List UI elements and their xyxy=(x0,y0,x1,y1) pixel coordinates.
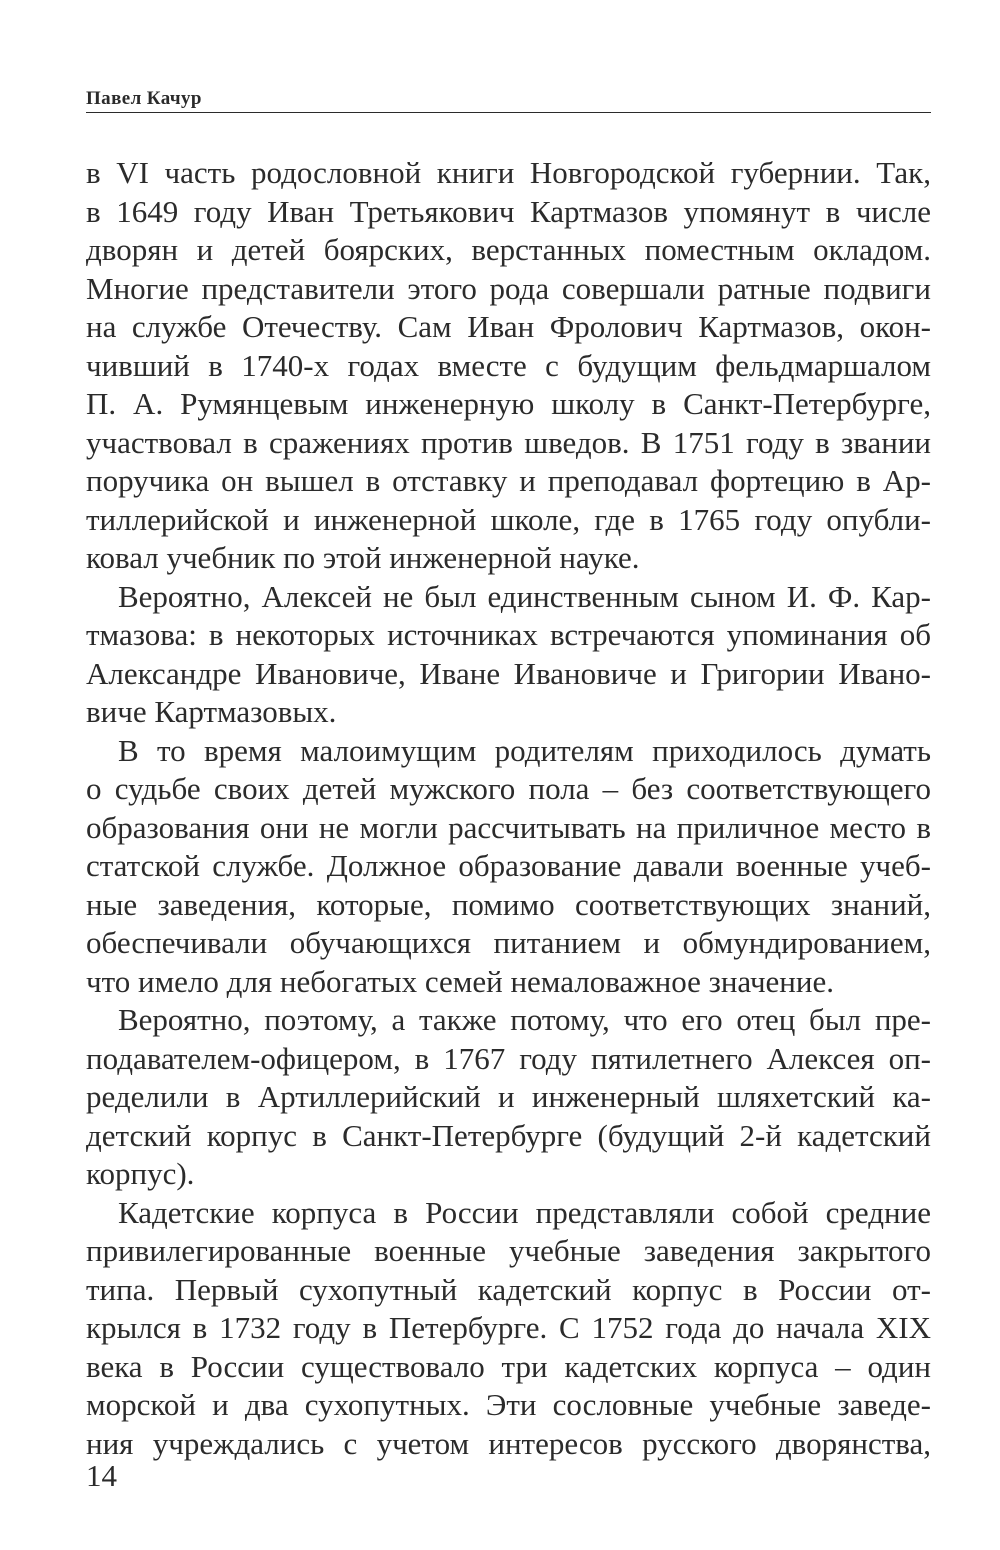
text-line: чивший в 1740-х годах вместе с будущим фельдмаршалом xyxy=(86,347,931,383)
text-line: привилегированные военные учебные заведения закрытого xyxy=(86,1233,931,1268)
text-line: в 1649 году Иван Третьякович Картмазов упомянут в числе xyxy=(86,193,931,229)
paragraph xyxy=(86,732,931,1002)
text-line: поручика он вышел в отставку и преподавал фортецию в Ар- xyxy=(86,463,931,498)
text-line: корпус). xyxy=(86,1156,195,1191)
header-rule xyxy=(86,112,931,113)
text-line: Кадетские корпуса в России представляли собой средние xyxy=(118,1194,931,1230)
text-line: подавателем-офицером, в 1767 году пятилетнего Алексея оп- xyxy=(86,1040,931,1076)
text-line: детский корпус в Санкт-Петербурге (будущий 2-й кадетский xyxy=(86,1117,931,1153)
text-line: тмазова: в некоторых источниках встречаются упоминания об xyxy=(86,617,931,652)
text-line: обеспечивали обучающихся питанием и обмундированием, xyxy=(86,925,931,960)
text-line: морской и два сухопутных. Эти сословные учебные заведе- xyxy=(86,1387,931,1422)
text-line: крылся в 1732 году в Петербурге. С 1752 года до начала XIX xyxy=(86,1310,931,1345)
text-line: ределили в Артиллерийский и инженерный шляхетский ка- xyxy=(86,1079,931,1114)
text-line: дворян и детей боярских, верстанных поместным окладом. xyxy=(86,232,931,267)
paragraph xyxy=(86,1194,931,1464)
text-line: на службе Отечеству. Сам Иван Фролович Картмазов, окон- xyxy=(86,309,931,344)
text-line: ния учреждались с учетом интересов русского дворянства, xyxy=(86,1425,931,1461)
paragraph xyxy=(86,154,931,578)
text-line: В то время малоимущим родителям приходилось думать xyxy=(118,732,931,768)
text-line: в VI часть родословной книги Новгородской губернии. Так, xyxy=(86,155,931,190)
text-line: типа. Первый сухопутный кадетский корпус в России от- xyxy=(86,1271,931,1307)
page-body xyxy=(86,154,931,1463)
text-line: века в России существовало три кадетских корпуса – один xyxy=(86,1348,931,1384)
text-line: виче Картмазовых. xyxy=(86,694,337,729)
text-line: о судьбе своих детей мужского пола – без соответствующего xyxy=(86,771,931,806)
text-line: образования они не могли рассчитывать на приличное место в xyxy=(86,809,931,845)
text-line: Вероятно, Алексей не был единственным сыном И. Ф. Кар- xyxy=(118,578,931,614)
text-line: что имело для небогатых семей немаловажное значение. xyxy=(86,963,834,999)
text-line: П. А. Румянцевым инженерную школу в Санкт-Петербурге, xyxy=(86,386,931,421)
text-line: тиллерийской и инженерной школе, где в 1765 году опубли- xyxy=(86,501,931,537)
paragraph xyxy=(86,578,931,732)
text-line: Многие представители этого рода совершали ратные подвиги xyxy=(86,270,931,306)
text-line: Александре Ивановиче, Иване Ивановиче и Григории Ивано- xyxy=(86,655,931,691)
text-line: статской службе. Должное образование давали военные учеб- xyxy=(86,848,931,883)
text-line: ные заведения, которые, помимо соответствующих знаний, xyxy=(86,886,931,922)
paragraph xyxy=(86,1001,931,1194)
text-line: ковал учебник по этой инженерной науке. xyxy=(86,540,640,575)
text-line: Вероятно, поэтому, а также потому, что его отец был пре- xyxy=(118,1002,931,1037)
page-number: 14 xyxy=(86,1458,117,1493)
text-line: участвовал в сражениях против шведов. В 1751 году в звании xyxy=(86,424,931,460)
running-header-author: Павел Качур xyxy=(86,88,202,109)
